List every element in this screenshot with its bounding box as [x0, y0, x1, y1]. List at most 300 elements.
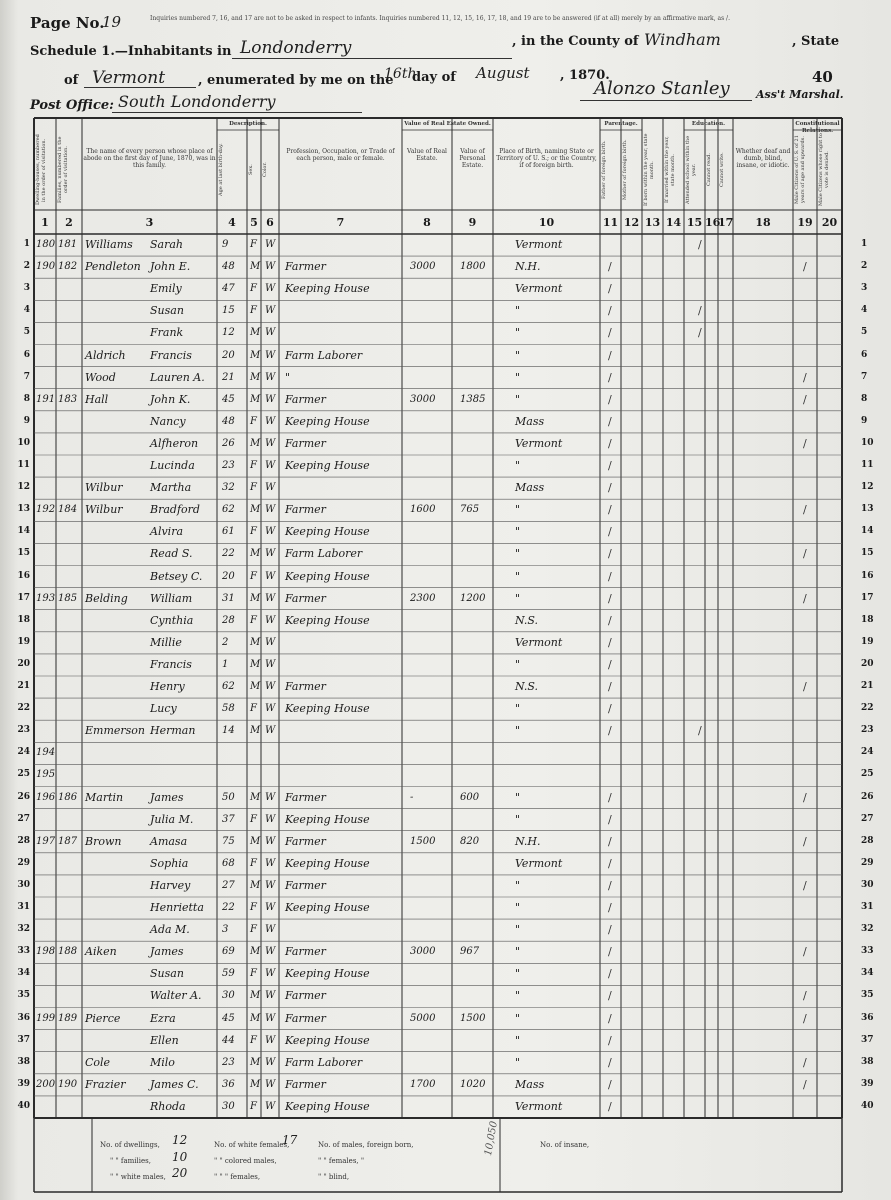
- row-number-left: 35: [17, 990, 30, 1001]
- age: 1: [222, 658, 229, 670]
- family-number: 188: [58, 946, 78, 958]
- surname: Aldrich: [85, 348, 126, 362]
- age: 30: [222, 1100, 235, 1112]
- color: W: [265, 924, 276, 936]
- birth-mark: /: [608, 790, 612, 804]
- given-name: Rhoda: [150, 1099, 186, 1113]
- row-number-right: 29: [861, 857, 874, 868]
- place-of-birth: Vermont: [515, 1099, 563, 1113]
- row-number-left: 2: [23, 261, 30, 272]
- dwelling-number: 193: [36, 592, 56, 604]
- age: 45: [222, 393, 235, 405]
- age: 47: [222, 283, 235, 295]
- color: W: [265, 393, 276, 405]
- column-header-7: Profession, Occupation, or Trade of each person, male or female.: [286, 148, 395, 162]
- color: W: [265, 1034, 276, 1046]
- row-number-right: 3: [861, 283, 868, 294]
- citizen-mark: /: [803, 989, 807, 1003]
- surname: Williams: [85, 238, 133, 251]
- enumerated-label: , enumerated by me on the: [198, 73, 394, 88]
- sex: F: [250, 902, 257, 913]
- row-number-right: 39: [861, 1078, 874, 1089]
- occupation: Farmer: [285, 1011, 326, 1025]
- row-number-left: 31: [17, 902, 30, 912]
- row-number-right: 34: [861, 968, 874, 979]
- stamp-number: 10,050: [483, 1120, 500, 1157]
- occupation: Farmer: [285, 945, 326, 959]
- dwelling-number: 200: [36, 1078, 56, 1090]
- given-name: James C.: [150, 1077, 199, 1091]
- place-of-birth: Vermont: [515, 238, 563, 251]
- color: W: [265, 835, 276, 847]
- post-office-name: South Londonderry: [118, 92, 276, 111]
- color: W: [265, 658, 276, 670]
- place-of-birth: ": [515, 348, 521, 362]
- column-number-6: 6: [266, 216, 274, 229]
- age: 22: [222, 902, 235, 913]
- sex: M: [250, 548, 261, 560]
- sex: M: [250, 835, 261, 847]
- citizen-mark: /: [803, 1077, 807, 1091]
- color: W: [265, 857, 276, 869]
- row-number-right: 38: [861, 1056, 874, 1067]
- row-number-right: 13: [861, 504, 874, 515]
- row-number-right: 17: [861, 592, 874, 603]
- age: 50: [222, 791, 235, 803]
- real-estate-value: 1700: [410, 1078, 436, 1090]
- column-number-13: 13: [644, 216, 661, 229]
- white-females-count: 17: [282, 1133, 298, 1147]
- citizen-mark: /: [803, 260, 807, 274]
- birth-mark: /: [608, 459, 612, 472]
- sex: F: [250, 460, 257, 471]
- row-number-left: 4: [23, 305, 30, 316]
- row-number-right: 27: [861, 813, 874, 824]
- birth-mark: /: [608, 834, 612, 848]
- given-name: Lucinda: [150, 459, 195, 472]
- row-number-left: 15: [17, 548, 30, 559]
- family-number: 187: [58, 835, 78, 847]
- color: W: [265, 548, 276, 560]
- surname: Brown: [85, 834, 122, 848]
- color: W: [265, 570, 276, 582]
- place-of-birth: ": [515, 591, 521, 605]
- place-of-birth: ": [515, 1011, 521, 1025]
- page-label: Page No.: [30, 14, 105, 32]
- real-estate-value: 3000: [410, 946, 436, 958]
- row-number-right: 31: [861, 902, 874, 912]
- sex: M: [250, 1078, 261, 1090]
- age: 20: [222, 349, 235, 361]
- dwellings-count: 12: [172, 1133, 188, 1147]
- column-number-9: 9: [468, 216, 477, 229]
- place-of-birth: Mass: [515, 414, 545, 428]
- color: W: [265, 327, 276, 339]
- row-number-right: 21: [861, 681, 874, 691]
- birth-mark: /: [608, 591, 612, 605]
- row-number-right: 12: [861, 482, 874, 493]
- row-number-right: 18: [861, 614, 874, 625]
- citizen-mark: /: [803, 1055, 807, 1069]
- given-name: Alvira: [150, 525, 184, 539]
- row-number-right: 16: [861, 570, 874, 581]
- enumeration-month: August: [476, 64, 530, 82]
- school-mark: /: [698, 326, 702, 340]
- column-header-9: Value of Personal Estate.: [459, 148, 486, 169]
- family-number: 182: [58, 261, 78, 273]
- given-name: William: [150, 591, 193, 605]
- given-name: Milo: [150, 1055, 175, 1069]
- place-of-birth: ": [515, 790, 521, 804]
- birth-mark: /: [608, 1099, 612, 1113]
- sex: M: [250, 791, 261, 803]
- personal-estate-value: 1200: [460, 592, 486, 604]
- row-number-right: 24: [861, 747, 874, 758]
- color: W: [265, 305, 276, 317]
- family-number: 183: [58, 393, 78, 405]
- place-of-birth: ": [515, 569, 521, 583]
- place-of-birth: ": [515, 392, 521, 406]
- occupation: Farmer: [285, 392, 326, 406]
- row-number-left: 5: [23, 327, 30, 338]
- place-of-birth: ": [515, 525, 521, 539]
- citizen-mark: /: [803, 878, 807, 892]
- county-label: , in the County of: [512, 34, 639, 49]
- given-name: Lucy: [150, 702, 177, 716]
- color: W: [265, 614, 276, 626]
- marshal-signature: Alonzo Stanley: [594, 78, 730, 99]
- birth-mark: /: [608, 525, 612, 539]
- color: W: [265, 703, 276, 715]
- real-estate-value: -: [410, 791, 414, 803]
- occupation: Keeping House: [285, 525, 370, 539]
- column-header-20: Male Citizens whose right to vote is denied.: [818, 133, 830, 207]
- column-number-16: 16: [705, 216, 721, 229]
- family-number: 185: [58, 592, 78, 604]
- group-header-description: Description.: [229, 121, 267, 127]
- row-number-left: 28: [17, 835, 30, 846]
- personal-estate-value: 820: [460, 835, 480, 847]
- row-number-right: 10: [861, 437, 874, 448]
- personal-estate-value: 1385: [460, 393, 486, 405]
- place-of-birth: N.S.: [515, 613, 539, 627]
- real-estate-value: 5000: [410, 1012, 436, 1024]
- color: W: [265, 239, 276, 250]
- given-name: Ezra: [150, 1011, 176, 1025]
- row-number-right: 11: [861, 460, 874, 470]
- given-name: James: [150, 790, 184, 804]
- row-number-left: 23: [17, 725, 30, 736]
- dwelling-number: 195: [36, 769, 56, 781]
- page-number: 19: [102, 13, 122, 31]
- personal-estate-value: 1800: [460, 261, 486, 273]
- real-estate-value: 3000: [410, 393, 436, 405]
- birth-mark: /: [608, 878, 612, 892]
- age: 22: [222, 548, 235, 560]
- row-number-left: 30: [17, 879, 30, 890]
- sex: F: [250, 283, 257, 295]
- families-label: " " families,: [110, 1157, 151, 1165]
- column-number-17: 17: [718, 216, 734, 229]
- row-number-left: 17: [17, 592, 30, 603]
- row-number-left: 9: [23, 415, 30, 426]
- age: 75: [222, 835, 235, 847]
- age: 44: [222, 1034, 235, 1046]
- occupation: Keeping House: [285, 812, 370, 826]
- row-number-left: 40: [17, 1100, 30, 1111]
- state-name: Vermont: [92, 68, 166, 88]
- occupation: Keeping House: [285, 613, 370, 627]
- birth-mark: /: [608, 901, 612, 914]
- enumeration-day: 16th: [384, 66, 417, 82]
- personal-estate-value: 600: [460, 791, 480, 803]
- occupation: Farmer: [285, 878, 326, 892]
- sex: F: [250, 968, 257, 980]
- birth-mark: /: [608, 503, 612, 517]
- row-number-left: 10: [17, 437, 30, 448]
- citizen-mark: /: [803, 436, 807, 450]
- birth-mark: /: [608, 414, 612, 428]
- sex: M: [250, 592, 261, 604]
- place-of-birth: ": [515, 370, 521, 384]
- families-count: 10: [172, 1150, 188, 1164]
- dwelling-number: 194: [36, 747, 56, 759]
- dwelling-number: 198: [36, 946, 56, 958]
- age: 27: [222, 879, 235, 891]
- occupation: Farmer: [285, 790, 326, 804]
- occupation: Keeping House: [285, 856, 370, 870]
- given-name: Henry: [150, 680, 185, 693]
- dwelling-number: 180: [36, 239, 56, 250]
- row-number-left: 32: [17, 924, 30, 935]
- row-number-right: 20: [861, 658, 874, 669]
- row-number-right: 40: [861, 1100, 874, 1111]
- column-number-7: 7: [336, 216, 345, 229]
- column-number-15: 15: [686, 216, 703, 229]
- row-number-left: 19: [17, 636, 30, 647]
- white-males-count: 20: [172, 1166, 188, 1180]
- place-of-birth: Vermont: [515, 436, 563, 450]
- color: W: [265, 1012, 276, 1024]
- given-name: John K.: [150, 392, 191, 406]
- row-number-right: 8: [861, 393, 868, 404]
- citizen-mark: /: [803, 591, 807, 605]
- surname: Wood: [85, 370, 116, 384]
- birth-mark: /: [608, 967, 612, 981]
- color: W: [265, 791, 276, 803]
- given-name: Sarah: [150, 238, 183, 251]
- color: W: [265, 504, 276, 516]
- occupation: Farmer: [285, 436, 326, 450]
- place-of-birth: ": [515, 304, 521, 318]
- surname: Emmerson: [85, 724, 146, 738]
- given-name: Francis: [150, 657, 192, 671]
- row-number-left: 22: [17, 703, 30, 714]
- age: 30: [222, 990, 235, 1002]
- row-number-right: 36: [861, 1012, 874, 1023]
- birth-mark: /: [608, 304, 612, 318]
- birth-mark: /: [608, 657, 612, 671]
- color: W: [265, 460, 276, 471]
- place-of-birth: ": [515, 967, 521, 981]
- color: W: [265, 636, 276, 648]
- occupation: Keeping House: [285, 459, 370, 472]
- surname: Wilbur: [85, 481, 123, 495]
- row-number-right: 22: [861, 703, 874, 714]
- sex: M: [250, 504, 261, 516]
- place-of-birth: Mass: [515, 1077, 545, 1091]
- place-of-birth: ": [515, 657, 521, 671]
- row-number-right: 23: [861, 725, 874, 736]
- surname: Aiken: [85, 945, 117, 959]
- birth-mark: /: [608, 613, 612, 627]
- occupation: Keeping House: [285, 901, 370, 914]
- state-label: , State: [792, 34, 840, 49]
- given-name: Julia M.: [150, 812, 194, 826]
- group-header-constitutional: Constitutional Relations.: [795, 121, 840, 134]
- given-name: James: [150, 945, 184, 959]
- given-name: Millie: [150, 635, 182, 649]
- place-of-birth: ": [515, 503, 521, 517]
- occupation: Farmer: [285, 591, 326, 605]
- given-name: Nancy: [150, 414, 186, 428]
- county-name: Windham: [644, 30, 721, 49]
- color: W: [265, 946, 276, 958]
- group-header-parentage: Parentage.: [604, 121, 638, 127]
- color: W: [265, 1078, 276, 1090]
- row-number-left: 13: [17, 504, 30, 515]
- occupation: Farmer: [285, 680, 326, 693]
- given-name: Walter A.: [150, 989, 202, 1003]
- column-header-8: Value of Real Estate.: [407, 148, 447, 162]
- birth-mark: /: [608, 812, 612, 826]
- occupation: Keeping House: [285, 967, 370, 981]
- surname: Frazier: [85, 1077, 126, 1091]
- sex: M: [250, 327, 261, 339]
- sex: M: [250, 946, 261, 958]
- color: W: [265, 1100, 276, 1112]
- occupation: Farmer: [285, 260, 326, 274]
- sex: M: [250, 437, 261, 449]
- birth-mark: /: [608, 481, 612, 495]
- sex: M: [250, 636, 261, 648]
- occupation: Keeping House: [285, 702, 370, 716]
- occupation: Keeping House: [285, 1033, 370, 1047]
- given-name: Alfheron: [150, 436, 199, 450]
- real-estate-value: 2300: [410, 592, 436, 604]
- sex: F: [250, 614, 257, 626]
- given-name: Henrietta: [150, 901, 204, 914]
- birth-mark: /: [608, 945, 612, 959]
- birth-mark: /: [608, 1055, 612, 1069]
- sex: M: [250, 261, 261, 273]
- insane-label: No. of insane,: [540, 1141, 590, 1149]
- column-header-4: Age at last birth-day.: [218, 143, 224, 197]
- row-number-left: 18: [17, 614, 30, 625]
- given-name: Ada M.: [150, 923, 190, 937]
- row-number-left: 8: [23, 393, 30, 404]
- age: 59: [222, 968, 235, 980]
- row-number-right: 4: [861, 305, 868, 316]
- age: 62: [222, 681, 235, 692]
- place-of-birth: ": [515, 945, 521, 959]
- given-name: Martha: [150, 481, 192, 495]
- place-of-birth: Vermont: [515, 856, 563, 870]
- occupation: Farmer: [285, 1077, 326, 1091]
- colored-females-label: " " " females,: [214, 1173, 261, 1181]
- row-number-left: 11: [17, 460, 30, 470]
- row-number-left: 1: [23, 239, 30, 249]
- sex: F: [250, 415, 257, 427]
- birth-mark: /: [608, 724, 612, 738]
- column-number-19: 19: [797, 216, 813, 229]
- age: 26: [222, 437, 235, 449]
- column-header-15: Attended school within the year.: [685, 135, 697, 205]
- place-of-birth: ": [515, 1033, 521, 1047]
- age: 21: [222, 371, 235, 383]
- given-name: Betsey C.: [150, 569, 203, 583]
- birth-mark: /: [608, 348, 612, 362]
- school-mark: /: [698, 724, 702, 738]
- place-of-birth: ": [515, 901, 521, 914]
- row-number-right: 26: [861, 791, 874, 802]
- column-number-12: 12: [623, 216, 640, 229]
- given-name: Ellen: [150, 1033, 179, 1047]
- row-number-right: 25: [861, 769, 874, 780]
- column-header-11: Father of foreign birth.: [601, 140, 607, 200]
- group-header-value: Value of Real Estate Owned.: [404, 121, 491, 127]
- row-number-right: 35: [861, 990, 874, 1001]
- row-number-left: 36: [17, 1012, 30, 1023]
- real-estate-value: 1500: [410, 835, 436, 847]
- row-number-right: 1: [861, 239, 868, 249]
- surname: Martin: [85, 790, 124, 804]
- sex: M: [250, 371, 261, 383]
- color: W: [265, 990, 276, 1002]
- color: W: [265, 879, 276, 891]
- column-header-1: Dwelling-houses, numbered in the order of visitation.: [35, 134, 47, 206]
- color: W: [265, 349, 276, 361]
- row-number-right: 7: [861, 371, 868, 382]
- sex: M: [250, 393, 261, 405]
- age: 28: [222, 614, 235, 626]
- birth-mark: /: [608, 989, 612, 1003]
- row-number-left: 29: [17, 857, 30, 868]
- given-name: Harvey: [150, 878, 191, 892]
- place-of-birth: ": [515, 878, 521, 892]
- sex: F: [250, 239, 257, 250]
- age: 20: [222, 570, 235, 582]
- sex: M: [250, 658, 261, 670]
- color: W: [265, 261, 276, 273]
- place-of-birth: Vermont: [515, 635, 563, 649]
- occupation: Keeping House: [285, 569, 370, 583]
- place-of-birth: Vermont: [515, 282, 563, 296]
- row-number-left: 27: [17, 813, 30, 824]
- row-number-right: 6: [861, 349, 868, 360]
- column-number-10: 10: [538, 216, 555, 229]
- personal-estate-value: 765: [460, 504, 480, 516]
- given-name: Lauren A.: [150, 370, 205, 384]
- citizen-mark: /: [803, 392, 807, 406]
- surname: Pierce: [85, 1011, 121, 1025]
- place-of-birth: ": [515, 812, 521, 826]
- age: 23: [222, 1056, 235, 1068]
- row-number-right: 19: [861, 636, 874, 647]
- row-number-left: 16: [17, 570, 30, 581]
- place-of-birth: ": [515, 1055, 521, 1069]
- column-header-16: Cannot read.: [706, 153, 712, 187]
